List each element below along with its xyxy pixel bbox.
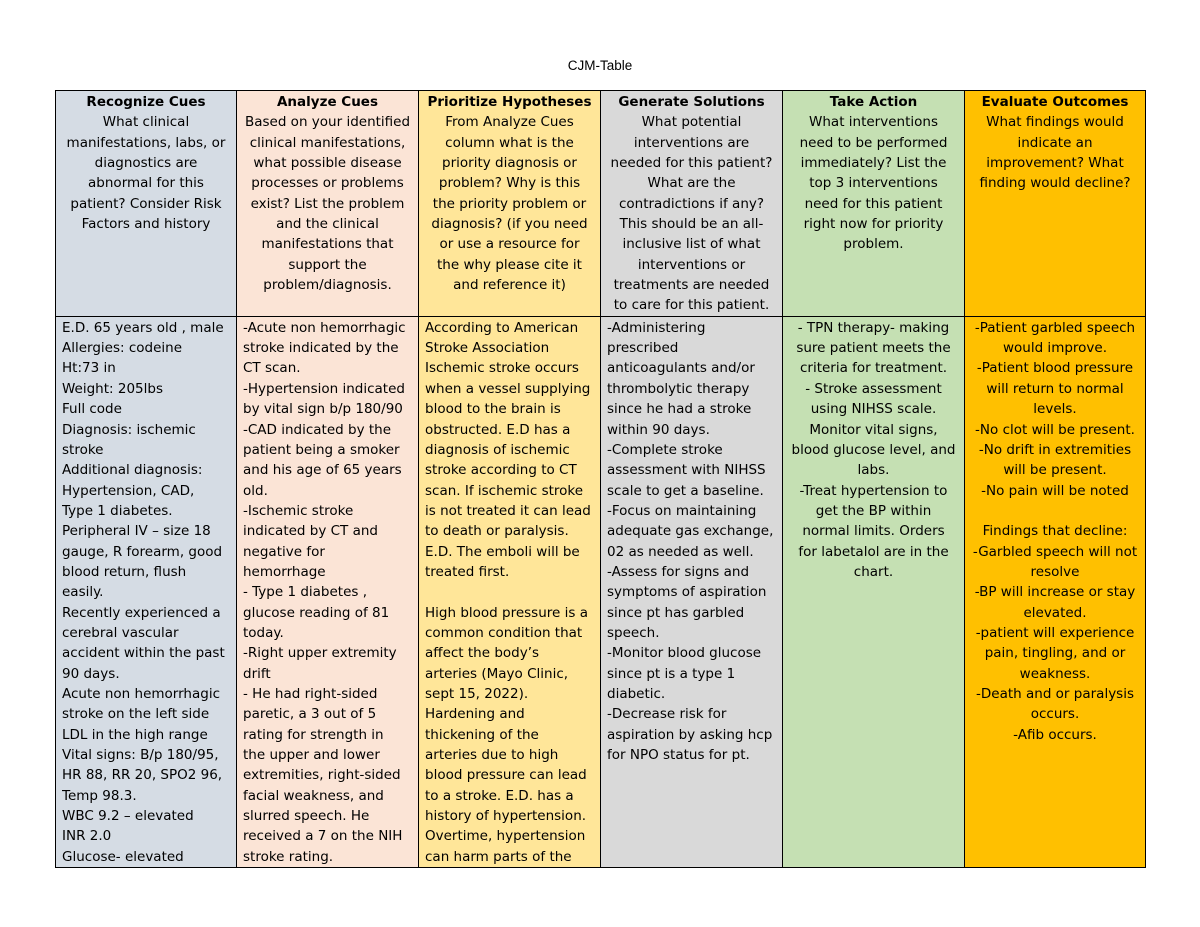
cell-text-line: stroke: [62, 441, 104, 458]
header-cell-analyze-cues: [237, 91, 419, 317]
cell-text-line: labs.: [857, 462, 890, 479]
column-prompt-line: diagnosis? (if you need: [431, 216, 588, 233]
cell-text-line: -patient will experience: [975, 624, 1135, 641]
cell-text-line: occurs.: [1030, 706, 1080, 723]
cell-text-line: Overtime, hypertension: [425, 828, 586, 845]
cell-text-line: blood return, flush: [62, 563, 187, 580]
cell-text-line: 90 days.: [62, 665, 120, 682]
column-prompt-line: patient? Consider Risk: [70, 195, 222, 212]
cell-text-line: -Right upper extremity: [243, 645, 397, 662]
cell-text-line: stroke according to CT: [425, 462, 577, 479]
cell-text-line: sure patient meets the: [796, 340, 951, 357]
cell-text-line: negative for: [243, 543, 325, 560]
cell-text-line: old.: [243, 482, 268, 499]
cell-text-line: -CAD indicated by the: [243, 421, 392, 438]
cell-text-line: patient being a smoker: [243, 441, 400, 458]
cell-text-line: -Death and or paralysis: [976, 685, 1134, 702]
cell-text-line: -Acute non hemorrhagic: [243, 319, 406, 336]
cell-text-line: when a vessel supplying: [425, 380, 591, 397]
content-cell-analyze-cues: [237, 316, 419, 867]
cell-text-line: received a 7 on the NIH: [243, 828, 403, 845]
header-cell-prioritize-hypotheses: [419, 91, 601, 317]
cell-text-line: prescribed: [607, 340, 679, 357]
cjm-table: [55, 90, 1146, 868]
cell-text-line: glucose reading of 81: [243, 604, 390, 621]
cell-text-line: [971, 501, 1139, 521]
column-heading: Recognize Cues: [86, 94, 206, 110]
cell-text-line: to a stroke. E.D. has a: [425, 787, 574, 804]
cell-text-line: normal limits. Orders: [802, 523, 945, 540]
cell-text-line: pain, tingling, and or: [984, 645, 1126, 662]
cell-text-line: WBC 9.2 – elevated: [62, 808, 194, 825]
cell-text-line: anticoagulants and/or: [607, 360, 755, 377]
cell-text-line: Additional diagnosis:: [62, 462, 203, 479]
cell-text-line: and his age of 65 years: [243, 462, 402, 479]
header-cell-generate-solutions: [601, 91, 783, 317]
column-heading: Analyze Cues: [276, 94, 379, 110]
column-prompt-line: right now for priority: [803, 216, 944, 233]
cell-text-line: obstructed. E.D has a: [425, 421, 571, 438]
cell-text-line: -Decrease risk for: [607, 706, 727, 723]
column-prompt-line: column what is the: [445, 134, 574, 151]
cell-text-line: gauge, R forearm, good: [62, 543, 223, 560]
cell-text-line: rating for strength in: [243, 726, 384, 743]
column-prompt-line: processes or problems: [251, 175, 404, 192]
column-heading: Take Action: [829, 94, 918, 110]
cell-text-line: -Assess for signs and: [607, 563, 750, 580]
cell-text-line: arteries (Mayo Clinic,: [425, 665, 569, 682]
cell-text-line: Weight: 205lbs: [62, 380, 163, 397]
cell-text-line: by vital sign b/p 180/90: [243, 401, 403, 418]
cell-text-line: Ht:73 in: [62, 360, 116, 377]
column-prompt-line: This should be an all-: [619, 216, 764, 233]
cell-text-line: paretic, a 3 out of 5: [243, 706, 377, 723]
cell-text-line: -Treat hypertension to: [799, 482, 948, 499]
cell-text-line: indicated by CT and: [243, 523, 378, 540]
cell-text-line: affect the body’s: [425, 645, 540, 662]
column-prompt-line: what possible disease: [253, 155, 402, 172]
cell-text-line: Hypertension, CAD,: [62, 482, 195, 499]
column-prompt-line: manifestations, labs, or: [66, 134, 226, 151]
column-prompt-line: the why please cite it: [437, 256, 582, 273]
column-prompt-line: From Analyze Cues: [445, 114, 574, 131]
cell-text-line: slurred speech. He: [243, 808, 370, 825]
cell-text-line: drift: [243, 665, 271, 682]
cell-text-line: Monitor vital signs,: [809, 421, 938, 438]
column-prompt-line: the priority problem or: [432, 195, 587, 212]
cell-text-line: - He had right-sided: [243, 685, 378, 702]
cell-text-line: -Monitor blood glucose: [607, 645, 762, 662]
cell-text-line: -BP will increase or stay: [974, 584, 1136, 601]
cell-text-line: Type 1 diabetes.: [62, 502, 173, 519]
column-prompt-line: and the clinical: [276, 216, 379, 233]
content-cell-prioritize-hypotheses: [419, 316, 601, 867]
column-prompt-line: abnormal for this: [88, 175, 204, 192]
cell-text-line: levels.: [1033, 401, 1077, 418]
header-cell-recognize-cues: [56, 91, 237, 317]
column-prompt-line: What potential: [641, 114, 742, 131]
content-cell-take-action: [783, 316, 965, 867]
cell-text-line: can harm parts of the: [425, 848, 572, 865]
cell-text-line: E.D. The emboli will be: [425, 543, 580, 560]
cell-text-line: Findings that decline:: [982, 523, 1128, 540]
cell-text-line: for labetalol are in the: [798, 543, 949, 560]
cell-text-line: history of hypertension.: [425, 808, 587, 825]
cell-text-line: -Patient garbled speech: [974, 319, 1136, 336]
cell-text-line: since he had a stroke: [607, 401, 752, 418]
cell-text-line: CT scan.: [243, 360, 301, 377]
cell-text-line: HR 88, RR 20, SPO2 96,: [62, 767, 223, 784]
cell-text-line: sept 15, 2022).: [425, 685, 529, 702]
cell-text-line: -Administering: [607, 319, 706, 336]
column-prompt-line: exist? List the problem: [250, 195, 405, 212]
content-cell-generate-solutions: [601, 316, 783, 867]
cell-text-line: Stroke Association: [425, 340, 550, 357]
cell-text-line: accident within the past: [62, 645, 225, 662]
cell-text-line: - TPN therapy- making: [797, 319, 950, 336]
cell-text-line: since pt has garbled: [607, 604, 745, 621]
cell-text-line: Vital signs: B/p 180/95,: [62, 747, 219, 763]
column-prompt-line: problem? Why is this: [438, 175, 581, 192]
cell-text-line: thickening of the: [425, 726, 539, 743]
cell-text-line: the upper and lower: [243, 747, 380, 763]
cell-text-line: -No pain will be noted: [981, 482, 1129, 499]
cell-text-line: - Type 1 diabetes ,: [243, 584, 368, 601]
column-prompt-line: priority diagnosis or: [442, 155, 577, 172]
content-cell-recognize-cues: [56, 316, 237, 867]
column-prompt-line: problem/diagnosis.: [263, 277, 392, 294]
column-prompt-line: need to be performed: [799, 134, 948, 151]
column-heading: Generate Solutions: [618, 94, 765, 110]
cell-text-line: -Patient blood pressure: [976, 360, 1134, 377]
cell-text-line: get the BP within: [815, 502, 932, 519]
cell-text-line: -Focus on maintaining: [607, 502, 757, 519]
cell-text-line: High blood pressure is a: [425, 604, 588, 621]
column-prompt-line: problem.: [843, 236, 904, 253]
cell-text-line: -No clot will be present.: [975, 421, 1135, 438]
cell-text-line: thrombolytic therapy: [607, 380, 750, 397]
cell-text-line: chart.: [853, 563, 894, 580]
cell-text-line: INR 2.0: [62, 828, 112, 845]
cell-text-line: facial weakness, and: [243, 787, 384, 804]
cell-text-line: cerebral vascular: [62, 624, 179, 641]
cell-text-line: within 90 days.: [607, 421, 710, 438]
cell-text-line: 02 as needed as well.: [607, 543, 754, 560]
column-prompt-line: Based on your identified: [244, 114, 411, 131]
cell-text-line: Full code: [62, 401, 122, 418]
column-prompt-line: inclusive list of what: [622, 236, 761, 253]
cell-text-line: stroke on the left side: [62, 706, 210, 723]
cell-text-line: today.: [243, 624, 284, 641]
cell-text-line: adequate gas exchange,: [607, 523, 774, 540]
cell-text-line: LDL in the high range: [62, 726, 208, 743]
header-cell-take-action: [783, 91, 965, 317]
content-row: [56, 316, 1146, 867]
cell-text-line: treated first.: [425, 563, 510, 580]
column-prompt-line: treatments are needed: [613, 277, 770, 294]
cell-text-line: blood glucose level, and: [791, 441, 956, 458]
cell-text-line: Peripheral IV – size 18: [62, 523, 211, 540]
cell-text-line: criteria for treatment.: [799, 360, 948, 377]
column-prompt-line: interventions or: [637, 256, 746, 273]
column-prompt-line: diagnostics are: [94, 155, 198, 172]
cell-text-line: symptoms of aspiration: [607, 584, 767, 601]
column-prompt-line: manifestations that: [261, 236, 394, 253]
cell-text-line: diagnosis of ischemic: [425, 441, 570, 458]
column-prompt-line: support the: [288, 256, 367, 273]
column-prompt-line: What interventions: [809, 114, 938, 131]
column-prompt-line: or use a resource for: [439, 236, 580, 253]
cell-text-line: assessment with NIHSS: [607, 462, 766, 479]
column-prompt-line: interventions are: [633, 134, 750, 151]
cell-text-line: for NPO status for pt.: [607, 747, 750, 763]
cell-text-line: resolve: [1030, 563, 1080, 580]
cell-text-line: [425, 582, 594, 602]
cell-text-line: blood pressure can lead: [425, 767, 587, 784]
cell-text-line: easily.: [62, 584, 104, 601]
column-prompt-line: Factors and history: [81, 216, 211, 233]
cell-text-line: would improve.: [1002, 340, 1108, 357]
header-row: [56, 91, 1146, 317]
column-heading: Evaluate Outcomes: [981, 94, 1129, 110]
cell-text-line: Diagnosis: ischemic: [62, 421, 196, 438]
cell-text-line: hemorrhage: [243, 563, 326, 580]
cell-text-line: -Hypertension indicated: [243, 380, 405, 397]
cell-text-line: will be present.: [1003, 462, 1107, 479]
header-cell-evaluate-outcomes: [965, 91, 1146, 317]
cell-text-line: speech.: [607, 624, 660, 641]
column-prompt-line: finding would decline?: [979, 175, 1131, 192]
cell-text-line: extremities, right-sided: [243, 767, 401, 784]
content-cell-evaluate-outcomes: [965, 316, 1146, 867]
column-prompt-line: top 3 interventions: [809, 175, 938, 192]
cell-text-line: E.D. 65 years old , male: [62, 319, 224, 336]
cell-text-line: - Stroke assessment: [805, 380, 942, 397]
cell-text-line: elevated.: [1023, 604, 1087, 621]
cell-text-line: stroke indicated by the: [243, 340, 399, 357]
column-prompt-line: What findings would: [986, 114, 1124, 131]
cell-text-line: is not treated it can lead: [425, 502, 591, 519]
cell-text-line: Allergies: codeine: [62, 340, 183, 357]
cell-text-line: since pt is a type 1: [607, 665, 736, 682]
cell-text-line: -Garbled speech will not: [972, 543, 1138, 560]
cell-text-line: diabetic.: [607, 685, 666, 702]
column-prompt-line: to care for this patient.: [613, 297, 770, 314]
cell-text-line: scan. If ischemic stroke: [425, 482, 584, 499]
cell-text-line: weakness.: [1019, 665, 1091, 682]
cell-text-line: Glucose- elevated: [62, 848, 184, 865]
document-title: CJM-Table: [567, 58, 633, 73]
column-prompt-line: What are the: [647, 175, 736, 192]
cell-text-line: arteries due to high: [425, 747, 559, 763]
cell-text-line: Hardening and: [425, 706, 525, 723]
cell-text-line: blood to the brain is: [425, 401, 561, 418]
column-prompt-line: and reference it): [453, 277, 566, 294]
cell-text-line: Acute non hemorrhagic: [62, 685, 220, 702]
column-prompt-line: indicate an: [1017, 134, 1093, 151]
cell-text-line: According to American: [425, 319, 579, 336]
cell-text-line: aspiration by asking hcp: [607, 726, 773, 743]
column-prompt-line: contradictions if any?: [618, 195, 765, 212]
cell-text-line: -Afib occurs.: [1013, 726, 1097, 743]
column-prompt-line: clinical manifestations,: [249, 134, 406, 151]
cell-text-line: -Complete stroke: [607, 441, 723, 458]
cell-text-line: to death or paralysis.: [425, 523, 569, 540]
cell-text-line: common condition that: [425, 624, 583, 641]
cell-text-line: Temp 98.3.: [62, 787, 137, 804]
cell-text-line: Ischemic stroke occurs: [425, 360, 579, 377]
column-prompt-line: need for this patient: [804, 195, 943, 212]
cell-text-line: Recently experienced a: [62, 604, 221, 621]
cell-text-line: using NIHSS scale.: [810, 401, 937, 418]
column-heading: Prioritize Hypotheses: [427, 94, 592, 110]
cell-text-line: will return to normal: [986, 380, 1124, 397]
cell-text-line: scale to get a baseline.: [607, 482, 764, 499]
column-prompt-line: needed for this patient?: [610, 155, 773, 172]
cell-text-line: -Ischemic stroke: [243, 502, 354, 519]
column-prompt-line: What clinical: [102, 114, 190, 131]
cell-text-line: stroke rating.: [243, 848, 334, 865]
column-prompt-line: improvement? What: [986, 155, 1124, 172]
cell-text-line: -No drift in extremities: [978, 441, 1132, 458]
column-prompt-line: immediately? List the: [800, 155, 947, 172]
